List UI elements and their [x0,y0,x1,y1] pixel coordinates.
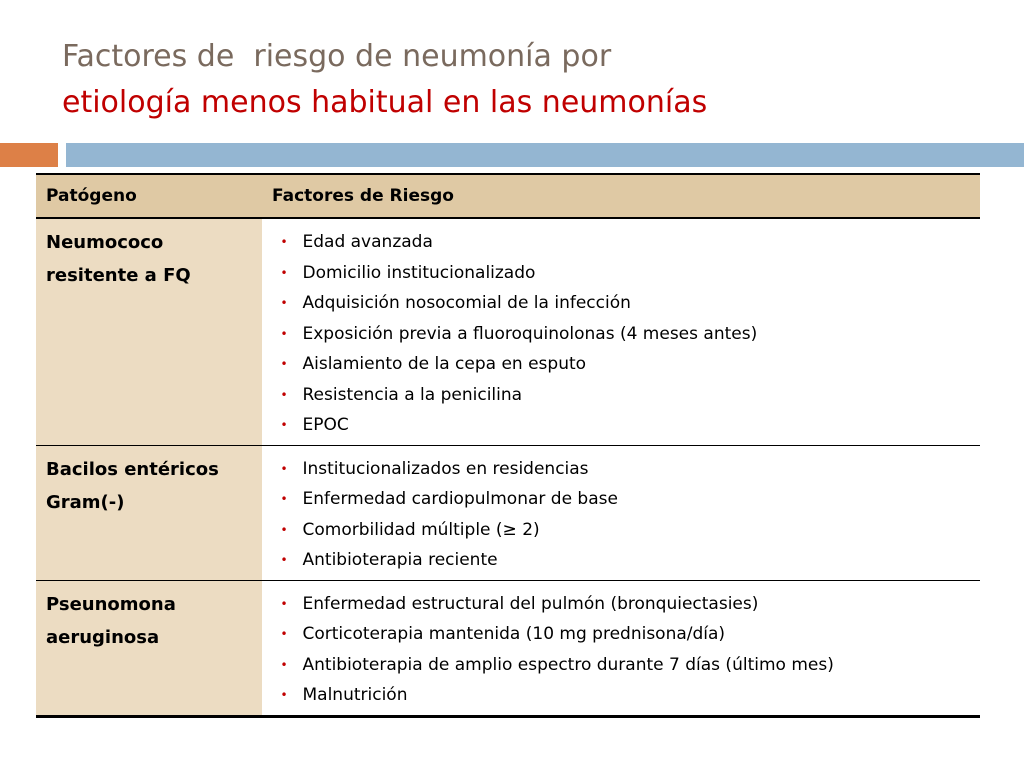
list-item [273,227,971,258]
factor-text: Antibioterapia de amplio espectro durante 7 días (último mes) [302,654,834,675]
list-item [273,319,971,350]
factor-text: Aislamiento de la cepa en esputo [302,354,587,374]
factor-text: Antibioterapia reciente [302,550,498,570]
bullet-icon: • [280,627,288,641]
list-item [273,589,971,620]
list-item [273,258,971,289]
list-item [273,545,971,576]
list-item [273,515,971,546]
factor-text: Edad avanzada [302,232,433,252]
pathogen-name-line: aeruginosa [46,626,160,648]
list-item [273,619,971,650]
factor-text: Resistencia a la penicilina [302,384,523,405]
bullet-icon: • [280,326,288,341]
pathogen-cell [36,580,262,716]
bullet-icon: • [280,492,288,506]
list-item [273,288,971,319]
factor-text: Institucionalizados en residencias [302,458,589,479]
header-pathogen: Patógeno [36,174,262,218]
table-row [36,218,980,445]
pathogen-cell [36,445,262,580]
factor-list [273,454,971,576]
list-item [273,650,971,681]
factor-text: Malnutrición [302,685,408,705]
title-line-2: etiología menos habitual en las neumonías [62,85,708,120]
bullet-icon: • [280,418,288,432]
factor-text: Domicilio institucionalizado [302,262,536,283]
bullet-icon: • [280,357,288,371]
factor-text: Enfermedad estructural del pulmón (bronquiectasies) [302,593,759,614]
factor-text: EPOC [302,415,349,435]
factor-list [273,227,971,441]
bullet-icon: • [280,387,288,402]
list-item [273,349,971,380]
list-item [273,380,971,411]
bullet-icon: • [280,265,288,280]
list-item [273,484,971,515]
bullet-icon: • [280,688,288,702]
table-row [36,445,980,580]
accent-bar-orange [0,143,58,167]
bullet-icon: • [280,657,288,672]
list-item [273,680,971,711]
header-risk-factors: Factores de Riesgo [262,174,980,218]
factors-cell [262,445,980,580]
factor-list [273,589,971,711]
factors-cell [262,580,980,716]
bullet-icon: • [280,461,288,476]
bullet-icon: • [280,553,288,567]
bullet-icon: • [280,522,288,537]
title-line-1: Factores de riesgo de neumonía por [62,39,612,74]
bullet-icon: • [280,235,288,249]
list-item [273,410,971,441]
bullet-icon: • [280,296,288,310]
list-item [273,454,971,485]
pathogen-name-line: Bacilos entéricos [46,458,219,480]
bullet-icon: • [280,596,288,611]
factor-text: Corticoterapia mantenida (10 mg prednisona/día) [302,624,726,644]
factor-text: Comorbilidad múltiple (≥ 2) [302,519,540,540]
pathogen-name-line: Neumococo [46,232,164,253]
factors-cell [262,218,980,445]
table-header-row [36,174,980,218]
slide-title [62,34,1002,126]
table-row [36,580,980,716]
risk-factors-table [36,173,980,718]
pathogen-name-line: resitente a FQ [46,265,191,286]
pathogen-name-line: Pseunomona [46,593,176,615]
accent-bar-blue [66,143,1024,167]
factor-text: Enfermedad cardiopulmonar de base [302,489,618,509]
factor-text: Adquisición nosocomial de la infección [302,293,631,313]
pathogen-cell [36,218,262,445]
factor-text: Exposición previa a fluoroquinolonas (4 meses antes) [302,323,758,344]
pathogen-name-line: Gram(-) [46,491,125,513]
